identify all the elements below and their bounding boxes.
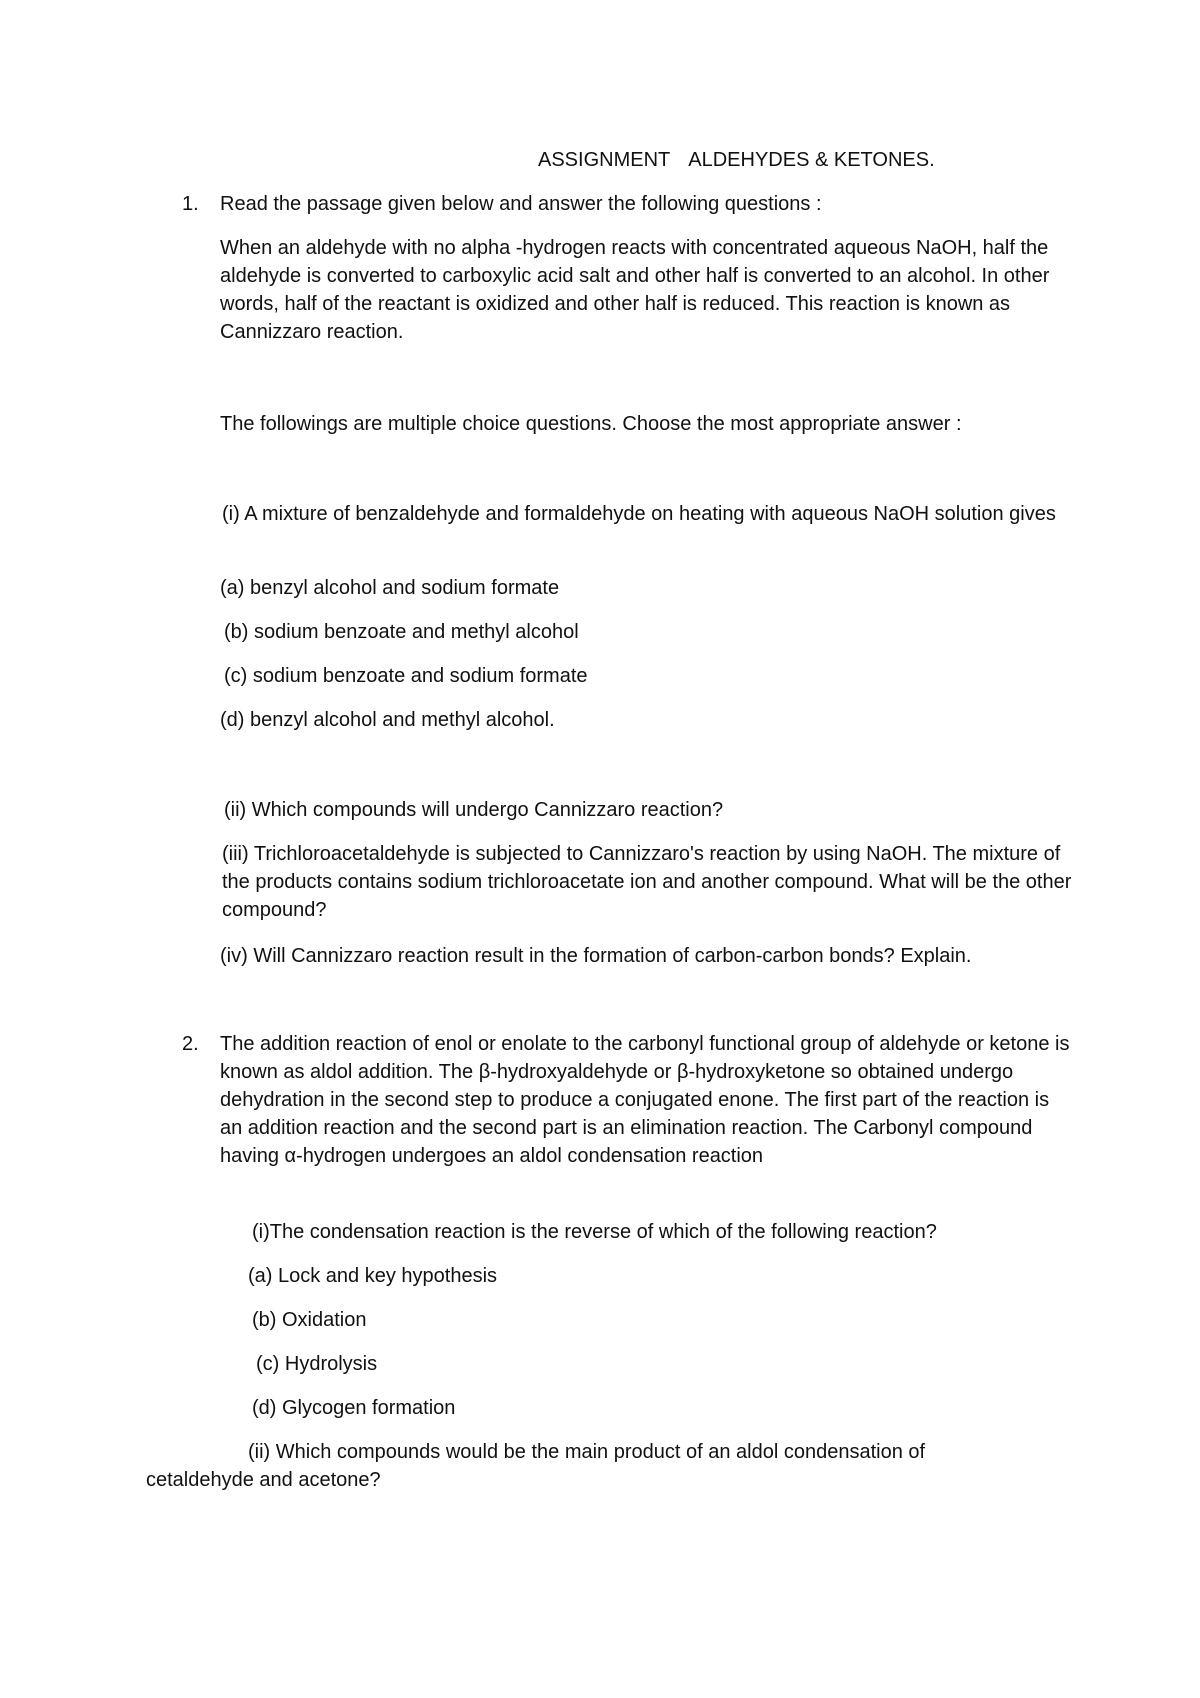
question-1-passage: When an aldehyde with no alpha -hydrogen reacts with concentrated aqueous NaOH, half the aldehyde is converted to carboxylic acid salt and other half is converted to an alcohol. In other words, half of the reactant is oxidized and other half is reduced. This reaction is known as Cannizzaro reaction. bbox=[220, 237, 1050, 343]
q2-option-d: (d) Glycogen formation bbox=[252, 1397, 456, 1419]
q1-sub-ii: (ii) Which compounds will undergo Cannizzaro reaction? bbox=[224, 799, 724, 821]
q1-option-b: (b) sodium benzoate and methyl alcohol bbox=[224, 621, 579, 643]
q2-sub-ii-line-1: (ii) Which compounds would be the main product of an aldol condensation of bbox=[248, 1441, 926, 1463]
q2-sub-i-question: (i)The condensation reaction is the reverse of which of the following reaction? bbox=[252, 1221, 937, 1243]
q2-option-b: (b) Oxidation bbox=[252, 1309, 367, 1331]
title-assignment: ASSIGNMENT bbox=[538, 149, 671, 171]
q1-option-c: (c) sodium benzoate and sodium formate bbox=[224, 665, 588, 687]
q1-sub-iii: (iii) Trichloroacetaldehyde is subjected to Cannizzaro's reaction by using NaOH. The mixture of the products contains sodium trichloroacetate ion and another compound. What will be the other compound? bbox=[222, 843, 1072, 921]
question-2-number: 2. bbox=[182, 1033, 199, 1055]
q1-option-a: (a) benzyl alcohol and sodium formate bbox=[220, 577, 560, 599]
q2-option-a: (a) Lock and key hypothesis bbox=[248, 1265, 498, 1287]
q1-option-d: (d) benzyl alcohol and methyl alcohol. bbox=[220, 709, 555, 731]
question-1-number: 1. bbox=[182, 193, 199, 215]
question-1-prompt: Read the passage given below and answer the following questions : bbox=[220, 193, 822, 215]
mcq-instructions: The followings are multiple choice questions. Choose the most appropriate answer : bbox=[220, 413, 962, 435]
q1-sub-i-question: (i) A mixture of benzaldehyde and formaldehyde on heating with aqueous NaOH solution gives bbox=[222, 503, 1056, 525]
q2-sub-ii-line-2: cetaldehyde and acetone? bbox=[146, 1469, 381, 1491]
assignment-title bbox=[538, 146, 935, 174]
title-topic: ALDEHYDES & KETONES. bbox=[688, 149, 935, 171]
q2-option-c: (c) Hydrolysis bbox=[256, 1353, 378, 1375]
q1-sub-iv: (iv) Will Cannizzaro reaction result in the formation of carbon-carbon bonds? Explain. bbox=[220, 945, 972, 967]
question-2-passage: The addition reaction of enol or enolate to the carbonyl functional group of aldehyde or ketone is known as aldol addition. The β-hydroxyaldehyde or β-hydroxyketone so obtained undergo dehydration in the second step to produce a conjugated enone. The first part of the reaction is an addition reaction and the second part is an elimination reaction. The Carbonyl compound having α-hydrogen undergoes an aldol condensation reaction bbox=[220, 1033, 1070, 1167]
